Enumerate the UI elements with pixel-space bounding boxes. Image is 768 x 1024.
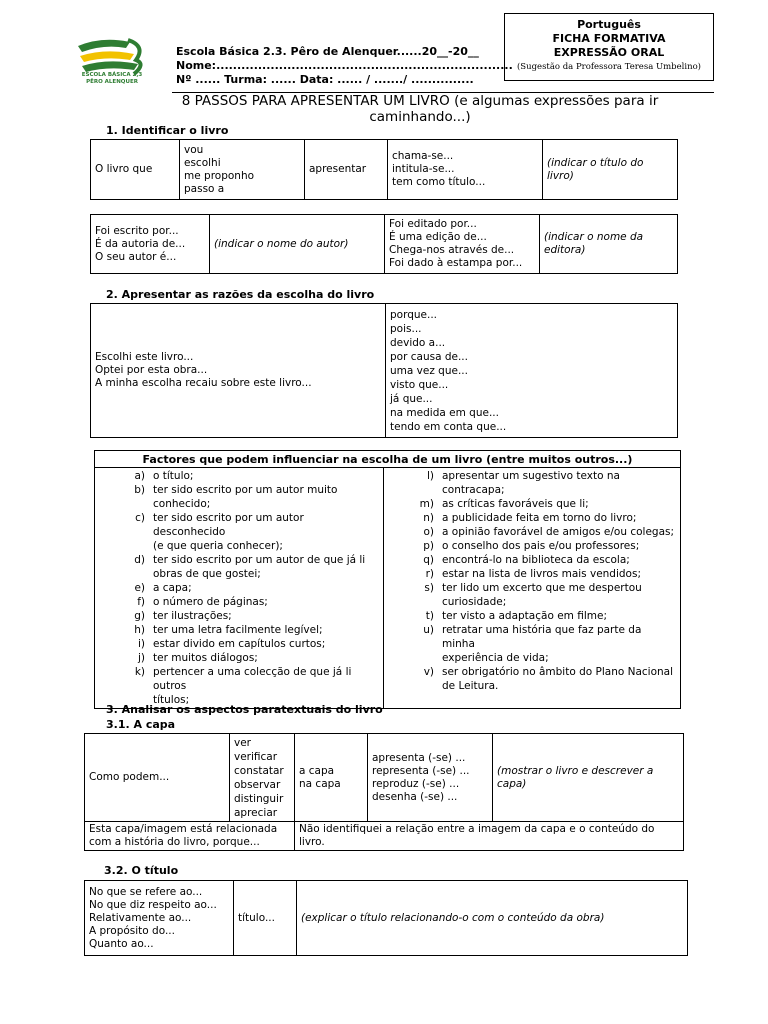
factor-letter: e) [134,582,145,594]
factor-text: pertencer a uma colecção de que já li outros [153,666,352,692]
factor-text: ter muitos diálogos; [153,652,258,664]
factor-letter: n) [423,512,434,524]
factor-item [388,665,676,693]
header-school: Escola Básica 2.3. Pêro de Alenquer......20__-20__ [176,45,479,58]
identify-col1: O livro que [91,140,180,200]
factor-letter: h) [134,624,145,636]
factor-letter: u) [423,624,434,636]
header-name: Nome:....................................................................... [176,59,513,72]
factor-item [99,595,379,609]
factor-item [99,665,379,707]
reasons-left: Escolhi este livro... Optei por esta obra... A minha escolha recaiu sobre este livro... [91,304,386,438]
cover-col1: Como podem... [85,734,230,822]
subject-box [504,13,714,81]
page-title-line2: caminhando...) [369,109,471,125]
factor-text: a publicidade feita em torno do livro; [442,512,637,524]
cover-relation-no: Não identifiquei a relação entre a imagem da capa e o conteúdo do livro. [295,822,684,851]
factor-text: ter uma letra facilmente legível; [153,624,323,636]
title-table [84,880,688,956]
factor-item [388,553,676,567]
factor-text: ter sido escrito por um autor de que já li [153,554,366,566]
factor-item [388,469,676,497]
factors-heading: Factores que podem influenciar na escolha de um livro (entre muitos outros...) [95,451,681,468]
factor-item [388,623,676,665]
factor-letter: c) [135,512,145,524]
factor-item [99,511,379,553]
factor-letter: s) [424,582,434,594]
factor-letter: r) [425,568,434,580]
page-title-line1: 8 PASSOS PARA APRESENTAR UM LIVRO (e algumas expressões para ir [181,93,659,109]
factor-text: de Leitura. [442,680,499,692]
subject: Português [577,18,641,31]
factor-item [388,567,676,581]
factor-text: ter visto a adaptação em filme; [442,610,607,622]
factor-text: experiência de vida; [442,652,549,664]
section-3-2-heading: 3.2. O título [104,864,179,877]
factor-letter: m) [419,498,434,510]
factor-text: apresentar um sugestivo texto na [442,470,620,482]
factor-letter: b) [134,484,145,496]
factor-text: contracapa; [442,484,505,496]
identify-present: apresentar [305,140,388,200]
title-word: título... [234,881,297,956]
factor-item [99,553,379,581]
author-phrases: Foi escrito por... É da autoria de... O seu autor é... [91,215,210,274]
factor-letter: a) [134,470,145,482]
factor-item [388,581,676,609]
reasons-connectors: porque... pois... devido a... por causa de... uma vez que... visto que... já que... na medida em que... tendo em conta que... [386,304,678,438]
factor-item [388,609,676,623]
author-editor-table [90,214,678,274]
factor-text: obras de que gostei; [153,568,261,580]
factor-text: a opinião favorável de amigos e/ou colegas; [442,526,675,538]
factor-item [388,511,676,525]
factor-item [99,637,379,651]
cover-instruction: (mostrar o livro e descrever a capa) [493,734,684,822]
cover-table [84,733,684,851]
factor-text: títulos; [153,694,190,706]
factor-letter: f) [137,596,145,608]
factor-letter: l) [426,470,434,482]
section-1-heading: 1. Identificar o livro [106,124,229,137]
factor-text: estar na lista de livros mais vendidos; [442,568,641,580]
factor-letter: v) [423,666,434,678]
factor-text: (e que queria conhecer); [153,540,283,552]
factor-item [99,483,379,511]
section-2-heading: 2. Apresentar as razões da escolha do livro [106,288,375,301]
factor-item [99,581,379,595]
logo-line1: ESCOLA BÁSICA 2,3 [81,72,143,78]
identify-verbs: vou escolhi me proponho passo a [180,140,305,200]
factor-letter: q) [423,554,434,566]
factor-text: ter lido um excerto que me despertou [442,582,642,594]
cover-actions: apresenta (-se) ... representa (-se) ... reproduz (-se) ... desenha (-se) ... [368,734,493,822]
factor-text: curiosidade; [442,596,507,608]
factor-letter: i) [137,638,145,650]
factor-letter: d) [134,554,145,566]
factor-item [388,497,676,511]
worksheet-type: FICHA FORMATIVA [552,32,666,45]
factor-item [99,469,379,483]
factor-text: conhecido; [153,498,211,510]
identify-instruction: (indicar o título do livro) [543,140,678,200]
worksheet-topic: EXPRESSÃO ORAL [553,46,665,59]
title-instruction: (explicar o título relacionando-o com o conteúdo da obra) [297,881,688,956]
factors-right-column [384,468,681,709]
factor-text: o número de páginas; [153,596,268,608]
logo-line2: PÊRO ALENQUER [86,79,138,85]
factor-letter: k) [134,666,145,678]
factor-text: ter sido escrito por um autor desconhecido [153,512,304,538]
factor-text: o conselho dos pais e/ou professores; [442,540,640,552]
factor-text: a capa; [153,582,192,594]
factor-letter: p) [423,540,434,552]
factor-text: as críticas favoráveis que li; [442,498,589,510]
factor-letter: t) [425,610,434,622]
factor-text: ser obrigatório no âmbito do Plano Nacional [442,666,674,678]
cover-target: a capa na capa [295,734,368,822]
author-instruction: (indicar o nome do autor) [210,215,385,274]
header-class-date: Nº ...... Turma: ...... Data: ...... / ......./ ............... [176,73,474,86]
editor-instruction: (indicar o nome da editora) [540,215,678,274]
editor-phrases: Foi editado por... É uma edição de... Chega-nos através de... Foi dado à estampa por... [385,215,540,274]
factors-left-column [95,468,384,709]
factor-item [99,609,379,623]
school-logo [72,34,152,90]
factor-letter: g) [134,610,145,622]
section-3-heading: 3. Analisar os aspectos paratextuais do livro [106,703,383,716]
identify-book-table [90,139,678,200]
factor-text: encontrá-lo na biblioteca da escola; [442,554,630,566]
factor-item [388,525,676,539]
title-phrases: No que se refere ao... No que diz respeito ao... Relativamente ao... A propósito do... Quanto ao... [85,881,234,956]
section-3-1-heading: 3.1. A capa [106,718,176,731]
factor-item [99,651,379,665]
factors-table [94,450,681,709]
factor-text: o título; [153,470,194,482]
factor-text: ter sido escrito por um autor muito [153,484,338,496]
factor-text: ter ilustrações; [153,610,232,622]
reasons-table [90,303,678,438]
cover-verbs: ver verificar constatar observar distinguir apreciar [230,734,295,822]
factor-item [99,623,379,637]
identify-naming: chama-se... intitula-se... tem como título... [388,140,543,200]
factor-text: retratar uma história que faz parte da minha [442,624,642,650]
factor-text: estar divido em capítulos curtos; [153,638,326,650]
cover-relation-yes: Esta capa/imagem está relacionada com a história do livro, porque... [85,822,295,851]
teacher-note: (Sugestão da Professora Teresa Umbelino) [516,62,702,72]
factor-letter: o) [423,526,434,538]
factor-letter: j) [137,652,145,664]
factor-item [388,539,676,553]
